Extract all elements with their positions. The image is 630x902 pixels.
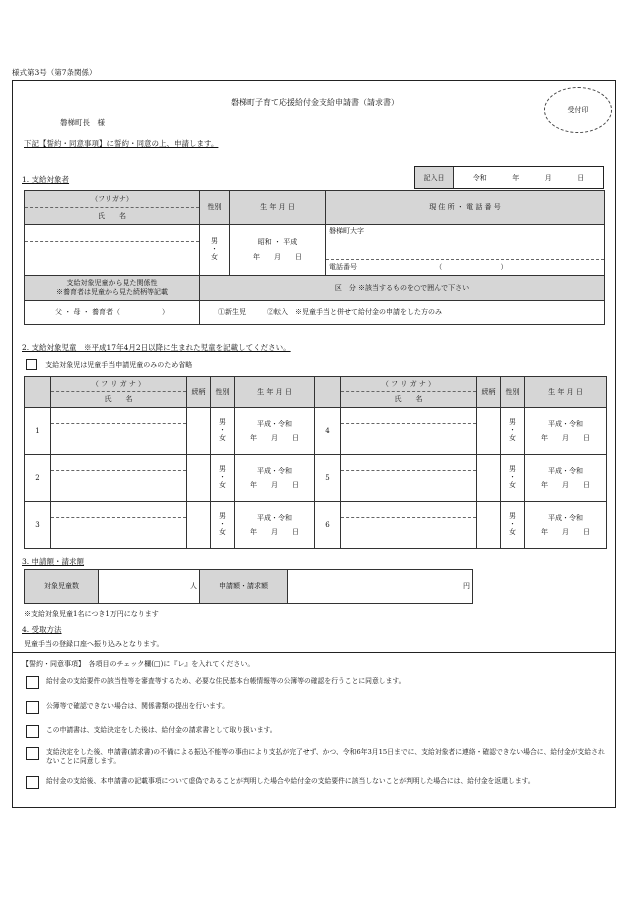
- child-left-dob-field[interactable]: [235, 502, 315, 549]
- child-left-relation-field[interactable]: [187, 502, 211, 549]
- document-title: 磐梯町子育て応援給付金支給申請書（請求書）: [231, 98, 399, 107]
- child-no-header-right: [315, 377, 341, 408]
- category-options[interactable]: ①新生児 ②転入 ※児童手当と併せて給付金の申請をした方のみ: [200, 301, 605, 325]
- male-option: 男: [219, 512, 226, 521]
- section3-title: 3. 申請額・請求額: [22, 557, 85, 566]
- applicant-address-field[interactable]: [326, 225, 605, 276]
- child-count-field[interactable]: [99, 570, 200, 604]
- agreement-item-text: 支給決定をした後、申請書(請求書)の不備による振込不能等の事由により支払が完了せず、かつ、令和6年3月15日までに、支給対象者に連絡・確認できない場合に、給付金が支給されないことに同意します。: [46, 748, 605, 766]
- child-count-label: 対象児童数: [25, 570, 99, 604]
- dob-eras: 平成・令和: [257, 419, 292, 428]
- child-left-gender-field[interactable]: [211, 455, 235, 502]
- entry-date-day: 日: [577, 173, 585, 182]
- child-relation-header-right: 続柄: [477, 377, 501, 408]
- gender-header: 性別: [200, 191, 230, 225]
- child-right-relation-field[interactable]: [477, 502, 501, 549]
- applicant-table: [24, 190, 605, 325]
- agreement-item-text: 給付金の支給要件の該当性等を審査等するため、必要な住民基本台帳情報等の公簿等の確認を行うことに同意します。: [46, 677, 406, 685]
- phone-paren-close: ）: [500, 263, 508, 271]
- applicant-name-field[interactable]: [25, 225, 200, 276]
- agreement-item-text: この申請書は、支給決定をした後は、給付金の請求書として取り扱います。: [46, 726, 277, 734]
- female-option: 女: [509, 527, 516, 536]
- dob-eras: 平成・令和: [257, 513, 292, 522]
- child-relation-header-left: 続柄: [187, 377, 211, 408]
- child-right-dob-field[interactable]: [525, 502, 607, 549]
- dob-ymd: 年 月 日: [541, 433, 590, 442]
- gender-separator: ・: [219, 520, 226, 529]
- child-name-label-right: 氏 名: [341, 391, 476, 407]
- dob-ymd: 年 月 日: [250, 527, 299, 536]
- dob-ymd: 年 月 日: [541, 480, 590, 489]
- dob-eras: 昭和 ・ 平成: [257, 238, 298, 247]
- applicant-gender-field[interactable]: [200, 225, 230, 276]
- child-name-header-left: [51, 377, 187, 408]
- child-left-relation-field[interactable]: [187, 455, 211, 502]
- child-furigana-left: （ フ リ ガ ナ ）: [91, 380, 146, 388]
- intro-text: 下記【誓約・同意事項】に誓約・同意の上、申請します。: [24, 139, 219, 148]
- child-gender-header-left: 性別: [211, 377, 235, 408]
- agreement-divider: [12, 652, 616, 653]
- child-right-relation-field[interactable]: [477, 455, 501, 502]
- child-left-relation-field[interactable]: [187, 408, 211, 455]
- agreement-checkbox[interactable]: [26, 676, 39, 689]
- gender-separator: ・: [219, 426, 226, 435]
- amount-label: 申請額・請求額: [200, 570, 288, 604]
- section2-title: 2. 支給対象児童 ※平成17年4月2日以降に生まれた児童を記載してください。: [22, 343, 291, 352]
- reception-stamp-area: [544, 87, 612, 133]
- entry-date-month: 月: [544, 173, 552, 182]
- gender-separator: ・: [509, 426, 516, 435]
- child-dob-header-left: 生 年 月 日: [235, 377, 315, 408]
- child-left-name-field[interactable]: [51, 502, 187, 549]
- relation-label: [25, 276, 200, 301]
- entry-date-box: [414, 166, 604, 189]
- address-header: 現 住 所 ・ 電 話 番 号: [326, 191, 605, 225]
- relation-options[interactable]: 父 ・ 母 ・ 養育者（ ）: [25, 301, 200, 325]
- furigana-label: （フリガナ）: [91, 195, 133, 203]
- dob-ymd: 年 月 日: [253, 253, 302, 261]
- dob-header: 生 年 月 日: [230, 191, 326, 225]
- child-right-number: 4: [315, 408, 341, 455]
- child-right-dob-field[interactable]: [525, 408, 607, 455]
- child-left-name-field[interactable]: [51, 408, 187, 455]
- child-gender-header-right: 性別: [501, 377, 525, 408]
- addressee: 磐梯町長 様: [60, 118, 105, 127]
- amount-field[interactable]: [288, 570, 473, 604]
- male-option: 男: [509, 512, 516, 521]
- child-dob-header-right: 生 年 月 日: [525, 377, 607, 408]
- omit-checkbox-label: 支給対象児は児童手当申請児童のみのため省略: [45, 360, 193, 369]
- child-left-number: 2: [25, 455, 51, 502]
- child-furigana-right: （ フ リ ガ ナ ）: [381, 380, 436, 388]
- section4-title: 4. 受取方法: [22, 625, 62, 634]
- relation-label-line1: 支給対象児童から見た関係性: [66, 279, 158, 288]
- agreement-checkbox[interactable]: [26, 747, 39, 760]
- section1-title: 1. 支給対象者: [22, 175, 70, 184]
- applicant-dob-field[interactable]: [230, 225, 326, 276]
- male-option: 男: [219, 418, 226, 427]
- dob-eras: 平成・令和: [548, 419, 583, 428]
- agreement-item-text: 給付金の支給後、本申請書の記載事項について虚偽であることが判明した場合や給付金の支給要件に該当しないことが判明した場合には、給付金を返還します。: [46, 777, 535, 785]
- child-row: [25, 455, 607, 502]
- dob-ymd: 年 月 日: [250, 480, 299, 489]
- female-option: 女: [219, 527, 226, 536]
- gender-separator: ・: [509, 473, 516, 482]
- gender-separator: ・: [219, 473, 226, 482]
- dob-ymd: 年 月 日: [541, 527, 590, 536]
- payment-method-text: 児童手当の登録口座へ振り込みとなります。: [24, 640, 164, 648]
- omit-checkbox[interactable]: [26, 359, 37, 370]
- child-left-dob-field[interactable]: [235, 408, 315, 455]
- gender-separator: ・: [211, 245, 218, 254]
- entry-date-field[interactable]: [454, 167, 603, 188]
- child-right-name-field[interactable]: [341, 455, 477, 502]
- entry-date-year: 年: [512, 173, 520, 182]
- male-option: 男: [509, 418, 516, 427]
- female-option: 女: [219, 480, 226, 489]
- agreement-checkbox[interactable]: [26, 725, 39, 738]
- child-right-name-field[interactable]: [341, 408, 477, 455]
- child-row: [25, 408, 607, 455]
- child-left-gender-field[interactable]: [211, 408, 235, 455]
- child-name-label-left: 氏 名: [51, 391, 186, 407]
- male-option: 男: [509, 465, 516, 474]
- child-count-unit: 人: [190, 582, 197, 591]
- dob-eras: 平成・令和: [548, 513, 583, 522]
- amount-note: ※支給対象児童1名につき1万円になります: [24, 610, 159, 618]
- child-right-name-field[interactable]: [341, 502, 477, 549]
- child-right-relation-field[interactable]: [477, 408, 501, 455]
- child-right-gender-field[interactable]: [501, 408, 525, 455]
- relation-label-line2: ※養育者は児童から見た続柄等記載: [56, 288, 168, 296]
- child-name-header-right: [341, 377, 477, 408]
- form-number: 様式第3号（第7条関係）: [12, 68, 97, 77]
- gender-separator: ・: [509, 520, 516, 529]
- agreement-item-text: 公簿等で確認できない場合は、関係書類の提出を行います。: [46, 702, 229, 710]
- child-right-number: 5: [315, 455, 341, 502]
- child-left-number: 1: [25, 408, 51, 455]
- agreement-heading: 【誓約・同意事項】 各項目のチェック欄(□)に『レ』を入れてください。: [22, 660, 255, 668]
- child-right-gender-field[interactable]: [501, 455, 525, 502]
- address-prefix: 磐梯町大字: [329, 227, 364, 235]
- children-table: [24, 376, 607, 549]
- agreement-checkbox[interactable]: [26, 776, 39, 789]
- child-left-number: 3: [25, 502, 51, 549]
- male-option: 男: [219, 465, 226, 474]
- phone-paren-open: （: [435, 263, 443, 271]
- child-no-header-left: [25, 377, 51, 408]
- entry-date-era: 令和: [472, 173, 487, 182]
- female-option: 女: [219, 433, 226, 442]
- stamp-label: 受付印: [567, 106, 589, 114]
- entry-date-label: 記入日: [415, 167, 454, 188]
- child-right-number: 6: [315, 502, 341, 549]
- amount-unit: 円: [463, 582, 470, 591]
- child-left-name-field[interactable]: [51, 455, 187, 502]
- female-option: 女: [509, 433, 516, 442]
- female-option: 女: [509, 480, 516, 489]
- phone-label: 電話番号: [329, 263, 357, 271]
- female-option: 女: [211, 252, 218, 261]
- child-left-gender-field[interactable]: [211, 502, 235, 549]
- dob-eras: 平成・令和: [548, 466, 583, 475]
- dob-ymd: 年 月 日: [250, 433, 299, 442]
- category-label: 区 分 ※該当するものを○で囲んで下さい: [200, 276, 605, 301]
- child-right-gender-field[interactable]: [501, 502, 525, 549]
- amount-table: [24, 569, 473, 604]
- child-right-dob-field[interactable]: [525, 455, 607, 502]
- male-option: 男: [211, 237, 218, 246]
- dob-eras: 平成・令和: [257, 466, 292, 475]
- applicant-name-header: [25, 191, 200, 225]
- agreement-checkbox[interactable]: [26, 701, 39, 714]
- child-row: [25, 502, 607, 549]
- name-label: 氏 名: [25, 207, 199, 224]
- child-left-dob-field[interactable]: [235, 455, 315, 502]
- omit-checkbox-row: [26, 359, 192, 370]
